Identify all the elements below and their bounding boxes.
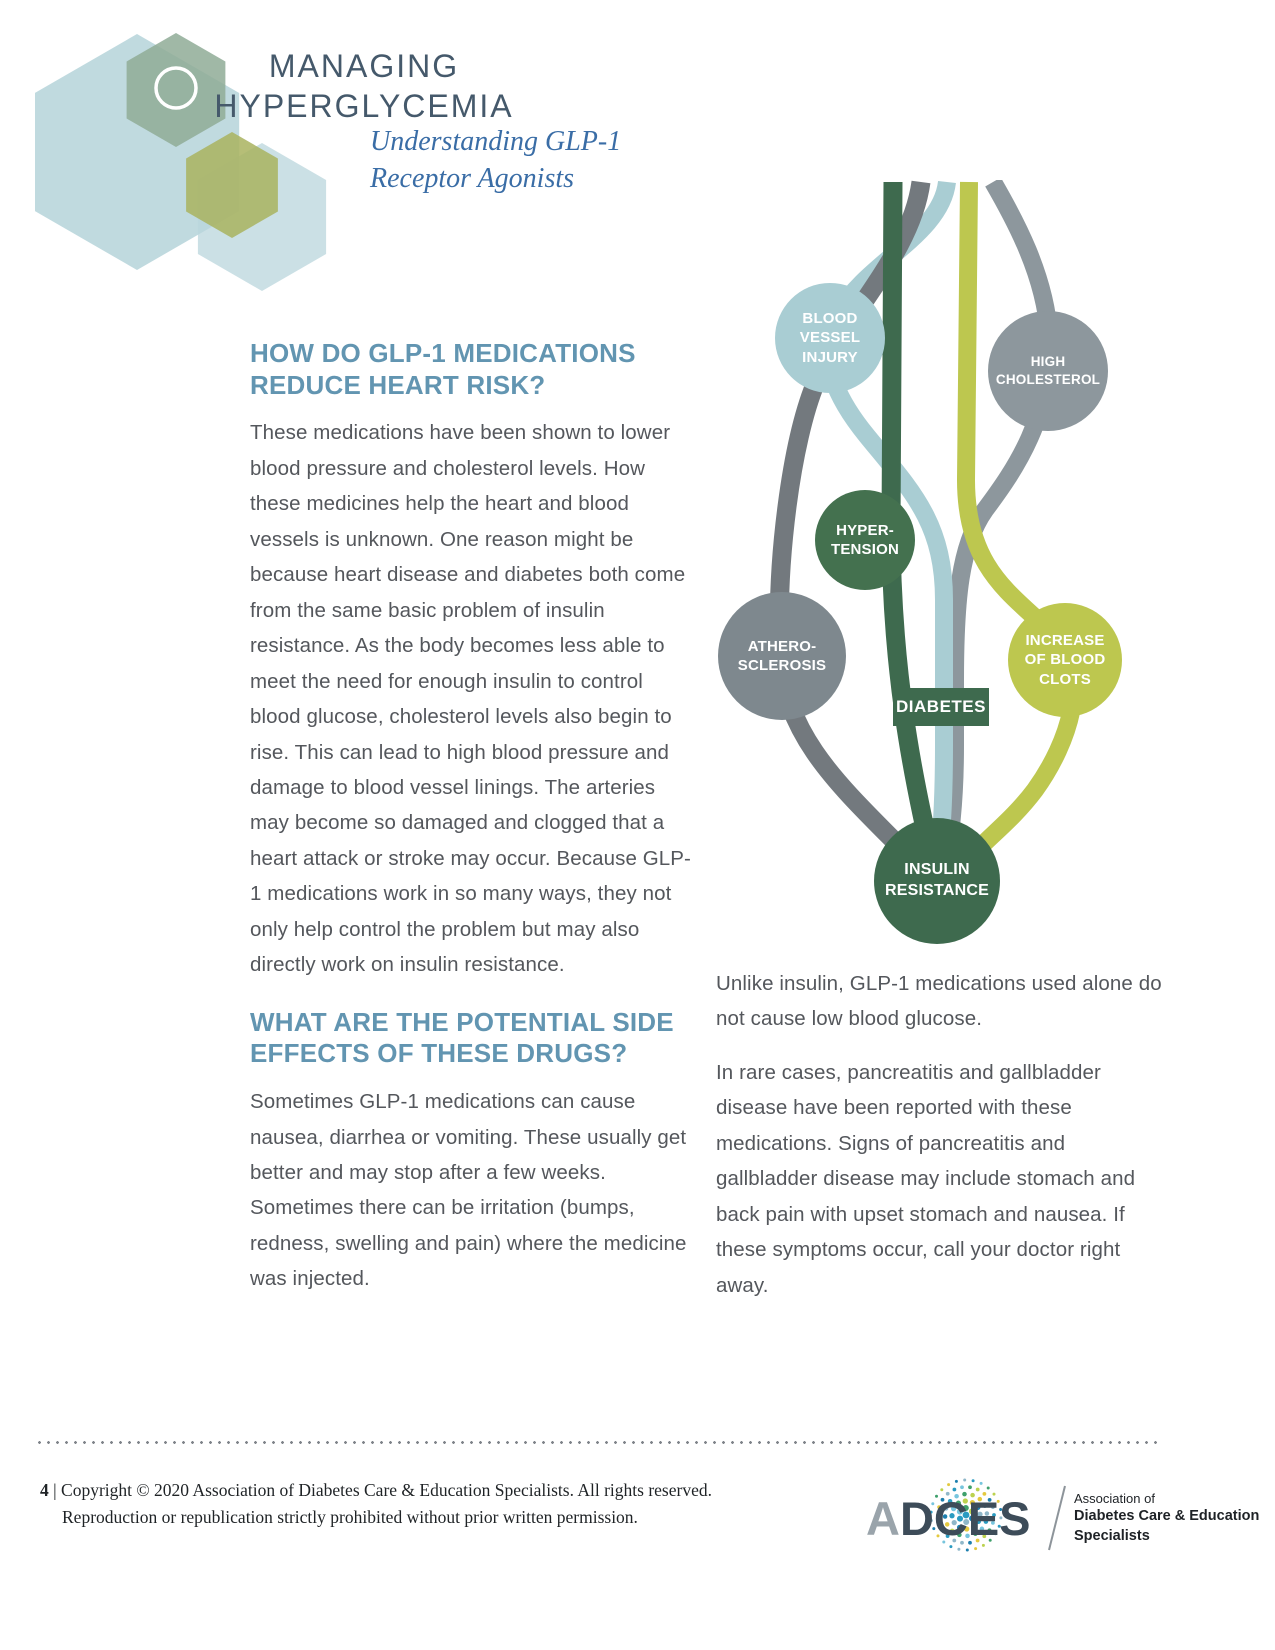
left-column xyxy=(250,338,692,1315)
strand-gray-cholesterol xyxy=(943,182,1049,880)
logo-divider-slash xyxy=(1048,1486,1066,1551)
brand-subtitle xyxy=(370,124,621,198)
org-line2: Diabetes Care & Education xyxy=(1074,1508,1260,1525)
org-line1: Association of xyxy=(1074,1491,1155,1507)
paragraph-heart-risk: These medications have been shown to lower blood pressure and cholesterol levels. How these medicines help the heart and blood vessels is unknown. One reason might be because heart disease and diabetes both come from the same basic problem of insulin resistance. As the body becomes less able to meet the need for enough insulin to control blood glucose, cholesterol levels also begin to rise. This can lead to high blood pressure and damage to blood vessel linings. The arteries may become so damaged and clogged that a heart attack or stroke may occur. Because GLP-1 medications work in so many ways, they not only help control the problem but may also directly work on insulin resistance. xyxy=(250,421,691,977)
right-column xyxy=(716,966,1166,1321)
node-hypertension: HYPER-TENSION xyxy=(815,490,915,590)
node-high-cholesterol: HIGH CHOLESTEROL xyxy=(988,311,1108,431)
brand-title-line2: HYPERGLYCEMIA xyxy=(214,88,514,124)
wordmark-a: A xyxy=(866,1491,900,1545)
copyright-divider: | xyxy=(53,1480,57,1500)
paragraph-pancreatitis: In rare cases, pancreatitis and gallbladder disease have been reported with these medications. Signs of pancreatitis and gallbladder disease may include stomach and back pain with upset stomach and nausea. If these symptoms occur, call your doctor right away. xyxy=(716,1060,1136,1297)
logo-org-name xyxy=(1074,1490,1259,1545)
node-insulin-resistance: INSULIN RESISTANCE xyxy=(874,818,1000,944)
strand-olive-clots xyxy=(956,182,1074,878)
risk-factor-diagram xyxy=(715,180,1175,980)
node-atherosclerosis: ATHERO-SCLEROSIS xyxy=(718,592,846,720)
dotted-divider xyxy=(35,1441,1163,1444)
node-increase-of-blood-clots: INCREASE OF BLOOD CLOTS xyxy=(1008,603,1122,717)
section-heading-heart-risk: HOW DO GLP-1 MEDICATIONS REDUCE HEART RISK? xyxy=(250,338,636,400)
brand-subtitle-line2: Receptor Agonists xyxy=(370,162,575,194)
node-blood-vessel-injury: BLOOD VESSEL INJURY xyxy=(775,283,885,393)
node-diabetes: DIABETES xyxy=(893,688,989,726)
copyright-line2: Reproduction or republication strictly prohibited without prior written permission. xyxy=(62,1507,638,1528)
footer-copyright xyxy=(40,1477,712,1531)
copyright-line1: Copyright © 2020 Association of Diabetes Care & Education Specialists. All rights reserved. xyxy=(61,1480,712,1500)
org-line3: Specialists xyxy=(1074,1527,1150,1544)
wordmark-dces: DCES xyxy=(899,1491,1031,1545)
adces-logo xyxy=(866,1476,1259,1560)
paragraph-low-blood-glucose: Unlike insulin, GLP-1 medications used alone do not cause low blood glucose. xyxy=(716,972,1162,1031)
page-number: 4 xyxy=(40,1480,49,1500)
brand-title-line1: MANAGING xyxy=(268,48,460,84)
section-heading-side-effects: WHAT ARE THE POTENTIAL SIDE EFFECTS OF THESE DRUGS? xyxy=(250,1006,674,1069)
brand-title xyxy=(214,46,514,126)
brand-subtitle-line1: Understanding GLP-1 xyxy=(370,126,622,157)
adces-wordmark xyxy=(866,1491,1034,1545)
paragraph-side-effects: Sometimes GLP-1 medications can cause nausea, diarrhea or vomiting. These usually get better and may stop after a few weeks. Sometimes there can be irritation (bumps, redness, swelling and pain) where the medicine was injected. xyxy=(250,1090,687,1291)
